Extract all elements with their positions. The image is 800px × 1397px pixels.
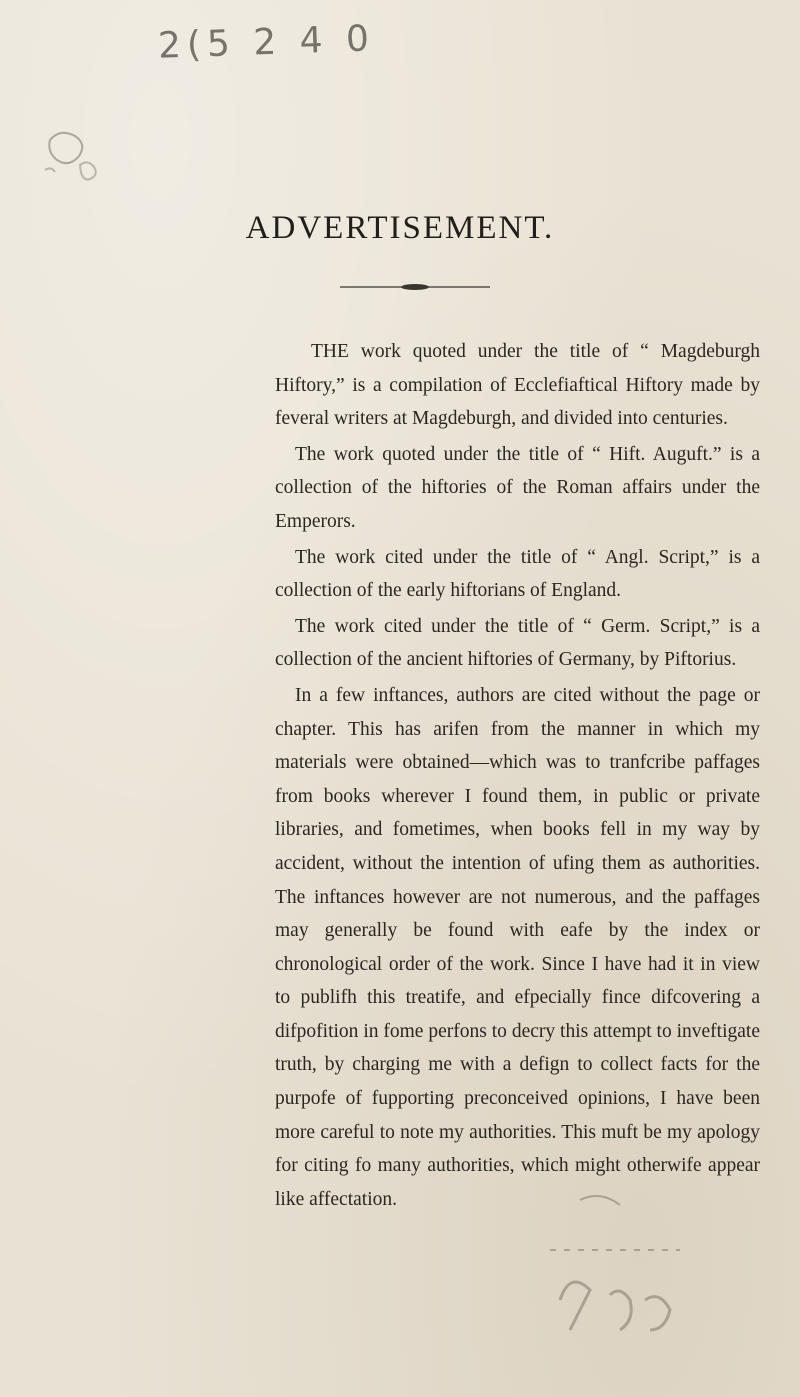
ornamental-divider [340, 282, 490, 292]
page-title: ADVERTISEMENT. [245, 210, 555, 246]
advertisement-body [275, 335, 760, 1218]
paragraph-angl-script: The work cited under the title of “ Angl. Script,” is a collection of the early hiftorians of England. [275, 546, 760, 602]
paragraph-hist-august: The work quoted under the title of “ Hift. Auguft.” is a collection of the hiftories of the Roman affairs under the Emperors. [275, 443, 760, 532]
handwritten-shelf-mark: 2(5 2 4 0 [157, 18, 376, 67]
ink-stain-icon [30, 110, 120, 200]
paragraph-citations-note: In a few inftances, authors are cited without the page or chapter. This has arifen from the manner in which my materials were obtained—which was to tranfcribe paffages from books wherever I found them, in public or private libraries, and fometimes, when books fell in my way by accident, without the intention of ufing them as authorities. The inftances however are not numerous, and the paffages may generally be found with eafe by the index or chronological order of the work. Since I have had it in view to publifh this treatife, and efpecially fince difcovering a difpofition in fome perfons to decry this attempt to inveftigate truth, by charging me with a defign to collect facts for the purpofe of fupporting preconceived opinions, I have been more careful to note my authorities. This muft be my apology for citing fo many authorities, which might otherwife appear like affectation. [275, 684, 760, 1210]
paragraph-magdeburgh: THE work quoted under the title of “ Magdeburgh Hiftory,” is a compilation of Ecclefiaftical Hiftory made by feveral writers at Magdeburgh, and divided into centuries. [275, 341, 760, 430]
faint-stamp-mark [540, 1180, 690, 1360]
paragraph-germ-script: The work cited under the title of “ Germ. Script,” is a collection of the ancient hiftories of Germany, by Piftorius. [275, 615, 760, 671]
